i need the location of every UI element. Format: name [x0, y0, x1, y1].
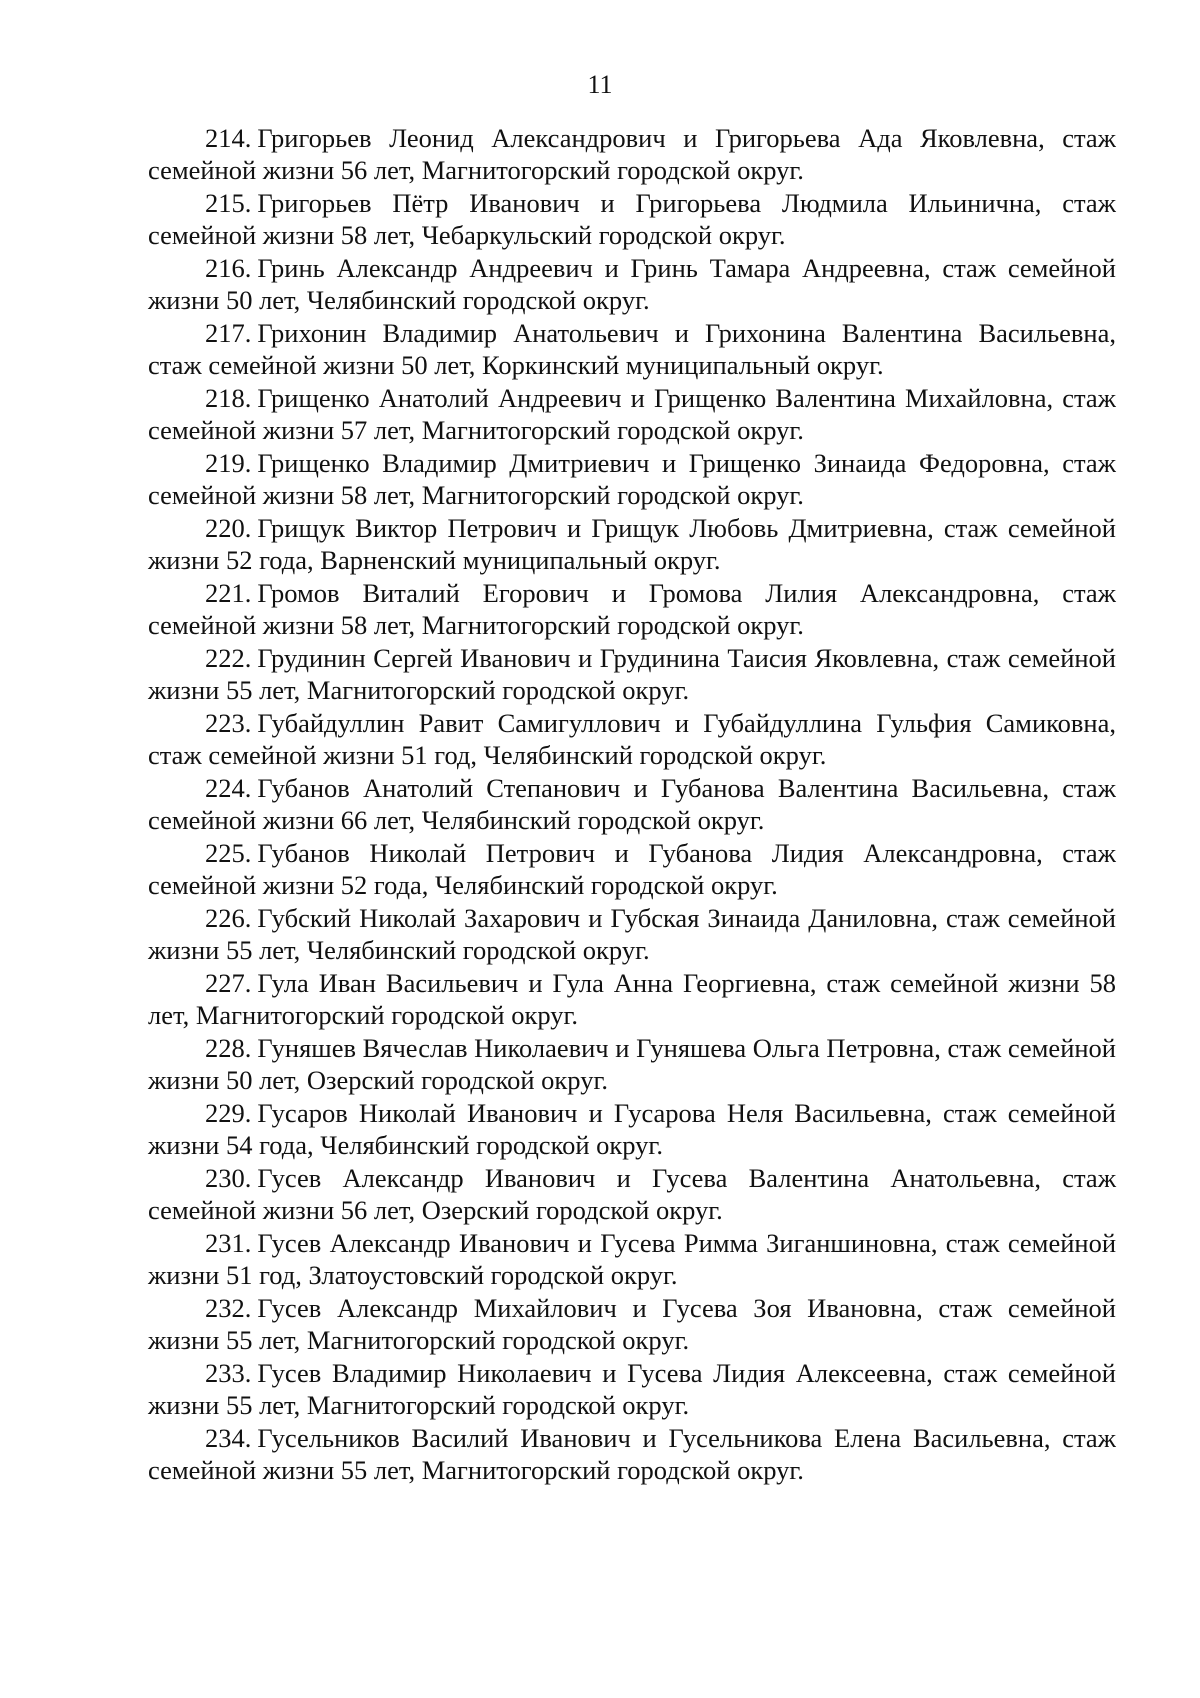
list-item	[148, 187, 1116, 251]
entry-number: 215.	[205, 188, 252, 218]
entry-text: Гусев Александр Иванович и Гусева Валентина Анатольевна, стаж семейной жизни 56 лет, Озерский городской округ.	[148, 1163, 1116, 1225]
list-item	[148, 382, 1116, 446]
entry-text: Губанов Николай Петрович и Губанова Лидия Александровна, стаж семейной жизни 52 года, Челябинский городской округ.	[148, 838, 1116, 900]
entry-text: Громов Виталий Егорович и Громова Лилия Александровна, стаж семейной жизни 58 лет, Магнитогорский городской округ.	[148, 578, 1116, 640]
page-number: 11	[587, 70, 613, 99]
list-item	[148, 1422, 1116, 1486]
entry-text: Гусев Владимир Николаевич и Гусева Лидия Алексеевна, стаж семейной жизни 55 лет, Магнитогорский городской округ.	[148, 1358, 1116, 1420]
entry-text: Гусаров Николай Иванович и Гусарова Неля Васильевна, стаж семейной жизни 54 года, Челябинский городской округ.	[148, 1098, 1116, 1160]
entry-number: 229.	[205, 1098, 252, 1128]
entry-text: Гуняшев Вячеслав Николаевич и Гуняшева Ольга Петровна, стаж семейной жизни 50 лет, Озерский городской округ.	[148, 1033, 1116, 1095]
entry-text: Губайдуллин Равит Самигуллович и Губайдуллина Гульфия Самиковна, стаж семейной жизни 51 год, Челябинский городской округ.	[148, 708, 1116, 770]
entry-text: Грищенко Владимир Дмитриевич и Грищенко Зинаида Федоровна, стаж семейной жизни 58 лет, Магнитогорский городской округ.	[148, 448, 1116, 510]
entry-text: Гусельников Василий Иванович и Гусельникова Елена Васильевна, стаж семейной жизни 55 лет, Магнитогорский городской округ.	[148, 1423, 1116, 1485]
entry-number: 230.	[205, 1163, 252, 1193]
entries-list	[148, 122, 1116, 1487]
list-item	[148, 1357, 1116, 1421]
list-item	[148, 512, 1116, 576]
list-item	[148, 122, 1116, 186]
entry-text: Гусев Александр Иванович и Гусева Римма Зиганшиновна, стаж семейной жизни 51 год, Златоустовский городской округ.	[148, 1228, 1116, 1290]
entry-text: Гусев Александр Михайлович и Гусева Зоя Ивановна, стаж семейной жизни 55 лет, Магнитогорский городской округ.	[148, 1293, 1116, 1355]
list-item	[148, 1097, 1116, 1161]
list-item	[148, 1162, 1116, 1226]
entry-number: 225.	[205, 838, 252, 868]
entry-text: Грудинин Сергей Иванович и Грудинина Таисия Яковлевна, стаж семейной жизни 55 лет, Магнитогорский городской округ.	[148, 643, 1116, 705]
entry-number: 214.	[205, 123, 252, 153]
entry-text: Грищенко Анатолий Андреевич и Грищенко Валентина Михайловна, стаж семейной жизни 57 лет, Магнитогорский городской округ.	[148, 383, 1116, 445]
entry-number: 223.	[205, 708, 252, 738]
entry-number: 216.	[205, 253, 252, 283]
entry-number: 221.	[205, 578, 252, 608]
entry-number: 222.	[205, 643, 252, 673]
entry-number: 220.	[205, 513, 252, 543]
list-item	[148, 707, 1116, 771]
entry-text: Грищук Виктор Петрович и Грищук Любовь Дмитриевна, стаж семейной жизни 52 года, Варненский муниципальный округ.	[148, 513, 1116, 575]
list-item	[148, 577, 1116, 641]
entry-number: 224.	[205, 773, 252, 803]
entry-number: 234.	[205, 1423, 252, 1453]
entry-text: Гула Иван Васильевич и Гула Анна Георгиевна, стаж семейной жизни 58 лет, Магнитогорский городской округ.	[148, 968, 1116, 1030]
list-item	[148, 252, 1116, 316]
entry-text: Григорьев Пётр Иванович и Григорьева Людмила Ильинична, стаж семейной жизни 58 лет, Чебаркульский городской округ.	[148, 188, 1116, 250]
entry-number: 228.	[205, 1033, 252, 1063]
list-item	[148, 902, 1116, 966]
entry-text: Губанов Анатолий Степанович и Губанова Валентина Васильевна, стаж семейной жизни 66 лет, Челябинский городской округ.	[148, 773, 1116, 835]
list-item	[148, 447, 1116, 511]
entry-number: 226.	[205, 903, 252, 933]
entry-number: 233.	[205, 1358, 252, 1388]
list-item	[148, 967, 1116, 1031]
entry-text: Григорьев Леонид Александрович и Григорьева Ада Яковлевна, стаж семейной жизни 56 лет, Магнитогорский городской округ.	[148, 123, 1116, 185]
list-item	[148, 317, 1116, 381]
entry-number: 217.	[205, 318, 252, 348]
list-item	[148, 772, 1116, 836]
entry-number: 218.	[205, 383, 252, 413]
entry-number: 232.	[205, 1293, 252, 1323]
list-item	[148, 1227, 1116, 1291]
entry-text: Гринь Александр Андреевич и Гринь Тамара Андреевна, стаж семейной жизни 50 лет, Челябинский городской округ.	[148, 253, 1116, 315]
list-item	[148, 642, 1116, 706]
entry-text: Губский Николай Захарович и Губская Зинаида Даниловна, стаж семейной жизни 55 лет, Челябинский городской округ.	[148, 903, 1116, 965]
entry-text: Грихонин Владимир Анатольевич и Грихонина Валентина Васильевна, стаж семейной жизни 50 лет, Коркинский муниципальный округ.	[148, 318, 1116, 380]
entry-number: 227.	[205, 968, 252, 998]
list-item	[148, 837, 1116, 901]
list-item	[148, 1032, 1116, 1096]
list-item	[148, 1292, 1116, 1356]
entry-number: 231.	[205, 1228, 252, 1258]
entry-number: 219.	[205, 448, 252, 478]
